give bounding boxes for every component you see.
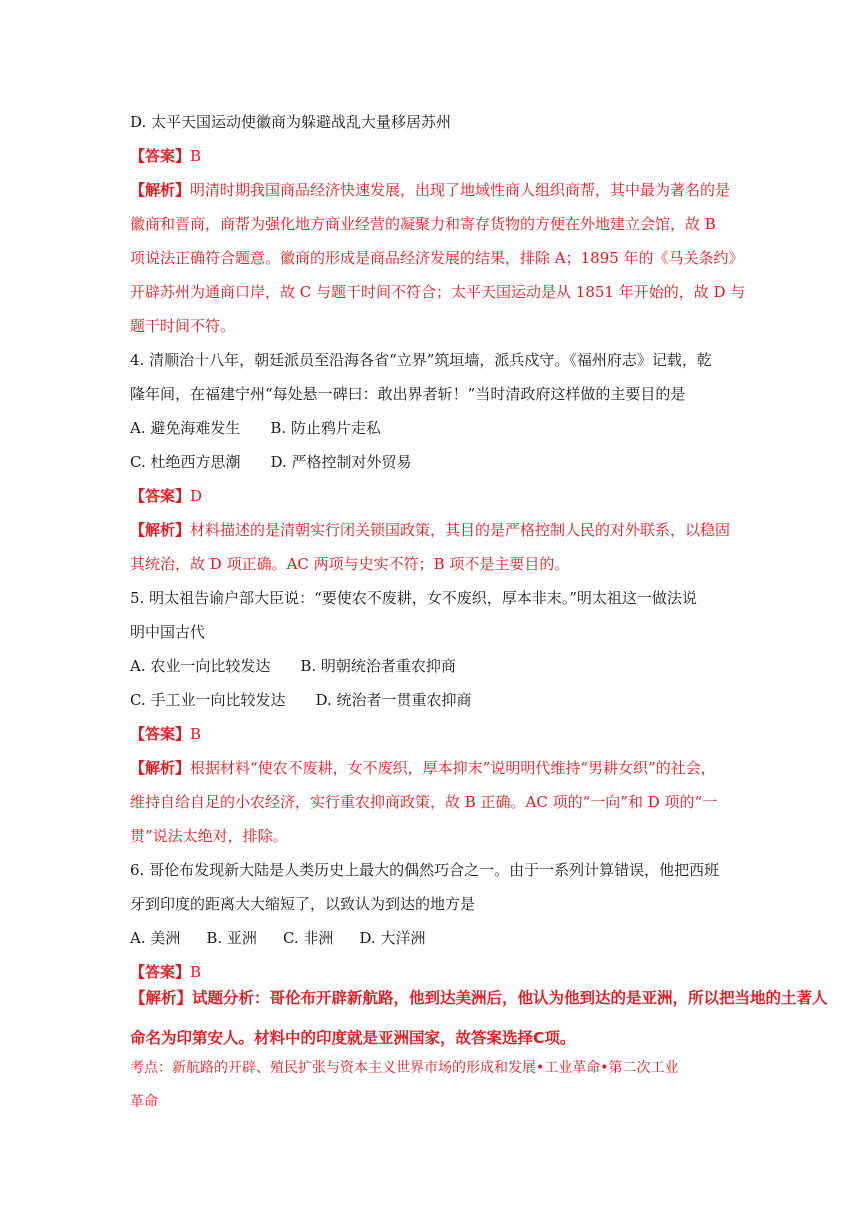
q4-option-c: C. 杜绝西方思潮 xyxy=(130,453,241,471)
q6-answer xyxy=(130,962,201,982)
answer-value: B xyxy=(190,147,202,165)
q4-option-b: B. 防止鸦片走私 xyxy=(270,419,381,437)
q3-answer xyxy=(130,146,201,166)
q5-option-a: A. 农业一向比较发达 xyxy=(130,657,271,675)
answer-tag: 【答案】 xyxy=(130,725,191,743)
q4-analysis-line-2: 其统治，故 D 项正确。AC 两项与史实不符；B 项不是主要目的。 xyxy=(130,555,570,573)
answer-value: B xyxy=(190,725,202,743)
answer-tag: 【答案】 xyxy=(130,487,191,505)
q3-analysis-line-2: 徽商和晋商，商帮为强化地方商业经营的凝聚力和寄存货物的方便在外地建立会馆，故 B xyxy=(130,215,716,233)
q5-option-b: B. 明朝统治者重农抑商 xyxy=(300,657,456,675)
q5-analysis-line-2: 维持自给自足的小农经济，实行重农抑商政策，故 B 正确。AC 项的“一向”和 D 项的“一 xyxy=(130,793,718,811)
q4-options-row-2 xyxy=(130,452,412,472)
q4-stem-line-1: 4. 清顺治十八年，朝廷派员至沿海各省“立界”筑垣墙，派兵戍守。《福州府志》记载，乾 xyxy=(130,351,712,369)
q3-analysis-line-4: 开辟苏州为通商口岸，故 C 与题干时间不符合；太平天国运动是从 1851 年开始的，故 D 与 xyxy=(130,283,746,301)
q5-stem-line-1: 5. 明太祖告谕户部大臣说：“要使农不废耕，女不废织，厚本非末。”明太祖这一做法说 xyxy=(130,589,697,607)
analysis-tag: 【解析】 xyxy=(130,759,191,777)
q4-analysis-line-1: 【解析】材料描述的是清朝实行闭关锁国政策，其目的是严格控制人民的对外联系，以稳固 xyxy=(130,521,731,539)
answer-tag: 【答案】 xyxy=(130,147,191,165)
q6-option-b: B. 亚洲 xyxy=(206,929,257,947)
answer-tag: 【答案】 xyxy=(130,963,191,981)
q4-options-row-1 xyxy=(130,418,381,438)
q3-analysis-line-3: 项说法正确符合题意。徽商的形成是商品经济发展的结果，排除 A；1895 年的《马关条约》 xyxy=(130,249,744,267)
q6-option-a: A. 美洲 xyxy=(130,929,181,947)
q4-stem-line-2: 隆年间，在福建宁州“每处悬一碑曰：敢出界者斩！”当时清政府这样做的主要目的是 xyxy=(130,385,686,403)
q6-options-row xyxy=(130,928,425,948)
q5-options-row-2 xyxy=(130,690,472,710)
q5-analysis-line-1: 【解析】根据材料“使农不废耕，女不废织，厚本抑末”说明明代维持“男耕女织”的社会， xyxy=(130,759,716,777)
q4-option-a: A. 避免海难发生 xyxy=(130,419,241,437)
q4-answer xyxy=(130,486,202,506)
q6-kaodian-line-1: 考点：新航路的开辟、殖民扩张与资本主义世界市场的形成和发展•工业革命•第二次工业 xyxy=(130,1060,679,1076)
answer-value: B xyxy=(190,963,202,981)
analysis-tag: 【解析】 xyxy=(130,988,193,1007)
q6-analysis-line-1: 【解析】试题分析：哥伦布开辟新航路，他到达美洲后，他认为他到达的是亚洲，所以把当地的土著人 xyxy=(130,988,828,1007)
q5-option-d: D. 统治者一贯重农抑商 xyxy=(315,691,472,709)
q6-analysis-line-2: 命名为印第安人。材料中的印度就是亚洲国家，故答案选择C项。 xyxy=(130,1029,576,1047)
q6-option-c: C. 非洲 xyxy=(282,929,334,947)
q3-analysis-line-5: 题干时间不符。 xyxy=(130,317,236,335)
q5-stem-line-2: 明中国古代 xyxy=(130,623,206,641)
q6-stem-line-1: 6. 哥伦布发现新大陆是人类历史上最大的偶然巧合之一。由于一系列计算错误，他把西班 xyxy=(130,861,720,879)
q5-answer xyxy=(130,724,201,744)
q5-option-c: C. 手工业一向比较发达 xyxy=(130,691,286,709)
q5-analysis-line-3: 贯”说法太绝对，排除。 xyxy=(130,827,288,845)
analysis-tag: 【解析】 xyxy=(130,181,191,199)
q6-option-d: D. 大洋洲 xyxy=(359,929,426,947)
q5-options-row-1 xyxy=(130,656,456,676)
answer-value: D xyxy=(190,487,203,505)
q4-option-d: D. 严格控制对外贸易 xyxy=(270,453,412,471)
q3-option-d: D. 太平天国运动使徽商为躲避战乱大量移居苏州 xyxy=(130,113,452,131)
q6-kaodian-line-2: 革命 xyxy=(130,1094,158,1110)
analysis-tag: 【解析】 xyxy=(130,521,191,539)
q3-analysis-line-1: 【解析】明清时期我国商品经济快速发展，出现了地域性商人组织商帮，其中最为著名的是 xyxy=(130,181,731,199)
q6-stem-line-2: 牙到印度的距离大大缩短了，以致认为到达的地方是 xyxy=(130,895,476,913)
